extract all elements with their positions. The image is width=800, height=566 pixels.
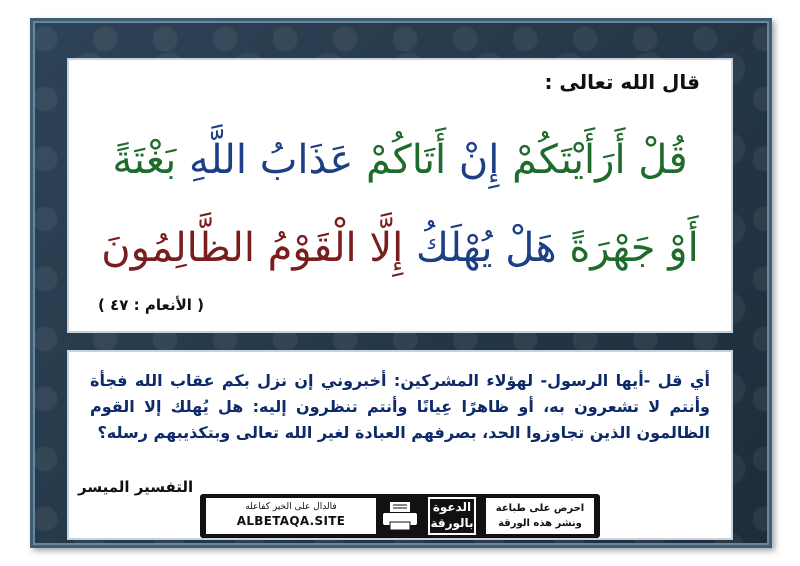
verse-word: بَغْتَةً bbox=[112, 137, 177, 183]
footer-print-line-2: ونشر هذه الورقة bbox=[498, 518, 582, 529]
intro-text: قال الله تعالى : bbox=[544, 70, 700, 94]
verse-word: أَوْ جَهْرَةً bbox=[569, 225, 699, 271]
verse-word: هَلْ يُهْلَكُ bbox=[416, 225, 557, 271]
verse-word: عَذَابُ اللَّهِ bbox=[188, 137, 354, 183]
footer-site-link[interactable]: ALBETAQA.SITE bbox=[236, 514, 346, 528]
footer-logo bbox=[428, 497, 476, 535]
verse-line-2 bbox=[90, 225, 710, 271]
footer-print-line-1: احرص على طباعة bbox=[495, 503, 585, 514]
tafsir-source: التفسير الميسر bbox=[78, 478, 194, 496]
verse-word: إِنْ bbox=[458, 137, 500, 183]
footer-logo-line-1: الدعوة bbox=[432, 500, 472, 514]
footer-banner bbox=[200, 494, 600, 538]
verse-word: أَتَاكُمْ bbox=[366, 137, 447, 183]
tafsir-text: أي قل -أيها الرسول- لهؤلاء المشركين: أخبروني إن نزل بكم عقاب الله فجأة وأنتم لا تشعرون به، أو ظاهرًا عِيانًا وأنتم تنظرون إليه: هل يُهلك إلا القوم الظالمون الذين تجاوزوا الحد، بصرفهم العبادة لغير الله تعالى وبتكذيبهم رسله؟ bbox=[90, 371, 710, 442]
footer-logo-line-2: بالورقة bbox=[430, 516, 474, 530]
verse-panel bbox=[67, 58, 733, 333]
printer-icon-svg bbox=[380, 500, 420, 532]
footer-proverb: فالدال على الخير كفاعله bbox=[245, 502, 337, 512]
verse-reference: ( الأنعام : ٤٧ ) bbox=[98, 296, 204, 314]
footer-print-note bbox=[486, 498, 594, 534]
verse-word: قُلْ أَرَأَيْتَكُمْ bbox=[512, 137, 688, 183]
footer-site-box bbox=[206, 498, 376, 534]
verse-word: إِلَّا الْقَوْمُ الظَّالِمُونَ bbox=[101, 225, 404, 271]
printer-icon bbox=[380, 500, 420, 532]
verse-line-1 bbox=[90, 137, 710, 183]
